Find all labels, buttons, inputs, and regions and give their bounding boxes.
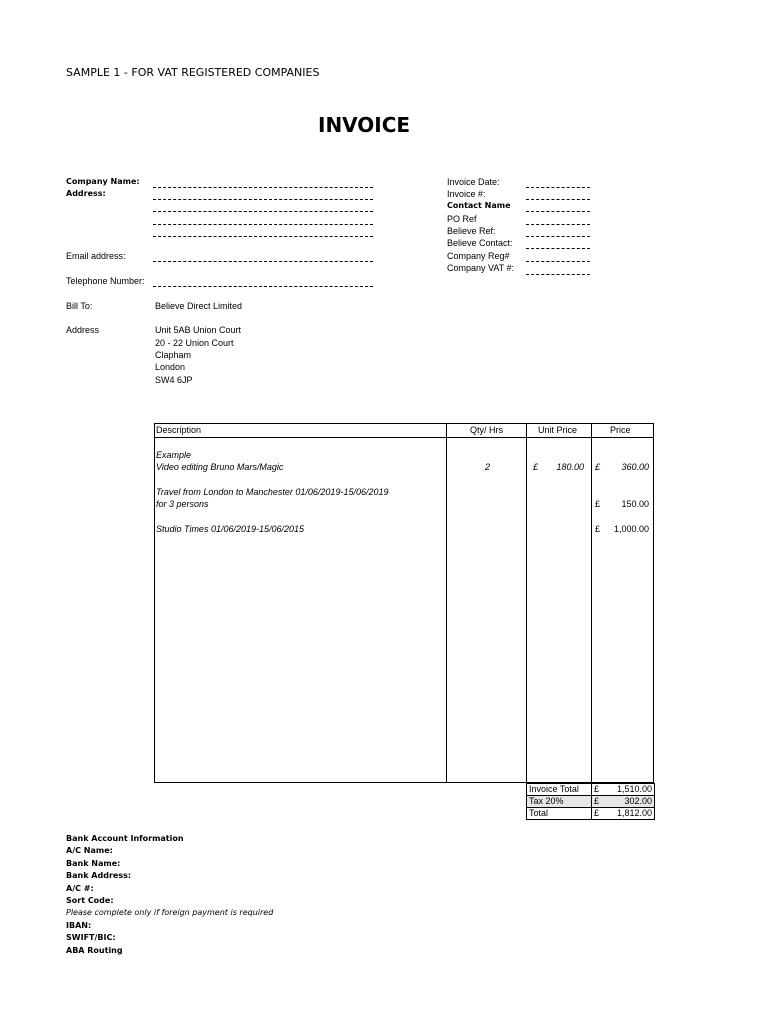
bill-to-label: Bill To: xyxy=(66,301,93,311)
telephone-field[interactable] xyxy=(153,286,373,287)
address-field-4[interactable] xyxy=(153,236,373,237)
bill-address-line-4: London xyxy=(155,362,186,372)
company-reg-field[interactable] xyxy=(526,261,590,262)
believe-ref-field[interactable] xyxy=(526,236,590,237)
invoice-title: INVOICE xyxy=(318,113,411,137)
bank-name-label: Bank Name: xyxy=(66,858,121,868)
invoice-number-field[interactable] xyxy=(526,199,590,200)
header-unit-price: Unit Price xyxy=(538,425,578,435)
row-1-unit-currency: £ xyxy=(533,462,539,472)
swift-label: SWIFT/BIC: xyxy=(66,933,116,943)
bill-address-label: Address xyxy=(66,325,100,335)
totals-table xyxy=(526,783,655,820)
column-divider xyxy=(591,424,592,782)
company-reg-label: Company Reg# xyxy=(447,251,510,261)
invoice-total-row xyxy=(527,784,655,796)
header-price: Price xyxy=(610,425,631,435)
header-qty: Qty/ Hrs xyxy=(470,425,503,435)
ac-number-label: A/C #: xyxy=(66,883,94,893)
row-3-price: 1,000.00 xyxy=(613,524,649,534)
company-vat-field[interactable] xyxy=(526,274,590,275)
email-label: Email address: xyxy=(66,251,126,261)
row-1-price: 360.00 xyxy=(621,462,649,472)
company-name-label: Company Name: xyxy=(66,177,140,186)
believe-ref-label: Believe Ref: xyxy=(447,226,496,236)
grand-total-currency: £ xyxy=(592,808,605,820)
grand-total-value: 1,812.00 xyxy=(604,808,655,820)
address-field-1[interactable] xyxy=(153,199,373,200)
invoice-date-field[interactable] xyxy=(526,187,590,188)
row-2-currency: £ xyxy=(595,499,601,509)
bill-address-line-3: Clapham xyxy=(155,350,192,360)
invoice-total-value: 1,510.00 xyxy=(604,784,655,796)
line-items-table xyxy=(154,423,654,783)
address-label: Address: xyxy=(66,189,106,198)
column-divider xyxy=(446,424,447,782)
grand-total-label: Total xyxy=(527,808,592,820)
column-divider xyxy=(526,424,527,782)
contact-name-field[interactable] xyxy=(526,211,590,212)
po-ref-label: PO Ref xyxy=(447,214,477,224)
invoice-total-label: Invoice Total xyxy=(527,784,592,796)
aba-label: ABA Routing xyxy=(66,945,123,955)
address-field-2[interactable] xyxy=(153,211,373,212)
ac-name-label: A/C Name: xyxy=(66,846,113,856)
table-header-row xyxy=(155,424,653,438)
email-field[interactable] xyxy=(153,261,373,262)
row-1-description: Video editing Bruno Mars/Magic xyxy=(156,462,284,472)
sort-code-label: Sort Code: xyxy=(66,896,114,906)
invoice-date-label: Invoice Date: xyxy=(447,177,500,187)
row-2-price: 150.00 xyxy=(621,499,649,509)
bank-address-label: Bank Address: xyxy=(66,871,132,881)
bank-heading: Bank Account Information xyxy=(66,834,184,843)
believe-contact-label: Believe Contact: xyxy=(447,238,513,248)
row-1-currency: £ xyxy=(595,462,601,472)
invoice-total-currency: £ xyxy=(592,784,605,796)
row-1-unit-price: 180.00 xyxy=(556,462,584,472)
bill-address-line-1: Unit 5AB Union Court xyxy=(155,325,242,335)
company-name-field[interactable] xyxy=(153,187,373,188)
po-ref-field[interactable] xyxy=(526,224,590,225)
tax-value: 302.00 xyxy=(604,796,655,808)
example-label: Example xyxy=(156,450,192,460)
tax-row xyxy=(527,796,655,808)
row-1-qty: 2 xyxy=(485,462,491,472)
invoice-number-label: Invoice #: xyxy=(447,189,486,199)
bill-address-line-5: SW4 6JP xyxy=(155,375,193,385)
company-vat-label: Company VAT #: xyxy=(447,263,515,273)
foreign-payment-note: Please complete only if foreign payment is required xyxy=(66,908,274,918)
header-description: Description xyxy=(156,425,202,435)
iban-label: IBAN: xyxy=(66,920,92,930)
grand-total-row xyxy=(527,808,655,820)
row-2-description-2: for 3 persons xyxy=(156,499,209,509)
tax-label: Tax 20% xyxy=(527,796,592,808)
address-field-3[interactable] xyxy=(153,224,373,225)
telephone-label: Telephone Number: xyxy=(66,276,145,286)
tax-currency: £ xyxy=(592,796,605,808)
bank-info-section xyxy=(66,833,273,957)
bill-address-line-2: 20 - 22 Union Court xyxy=(155,338,234,348)
row-2-description: Travel from London to Manchester 01/06/2019-15/06/2019 xyxy=(156,487,389,497)
row-3-currency: £ xyxy=(595,524,601,534)
sample-title: SAMPLE 1 - FOR VAT REGISTERED COMPANIES xyxy=(66,66,320,79)
row-3-description: Studio Times 01/06/2019-15/06/2015 xyxy=(156,524,305,534)
believe-contact-field[interactable] xyxy=(526,248,590,249)
contact-name-label: Contact Name xyxy=(447,201,511,210)
bill-to-value: Believe Direct Limited xyxy=(155,301,243,311)
